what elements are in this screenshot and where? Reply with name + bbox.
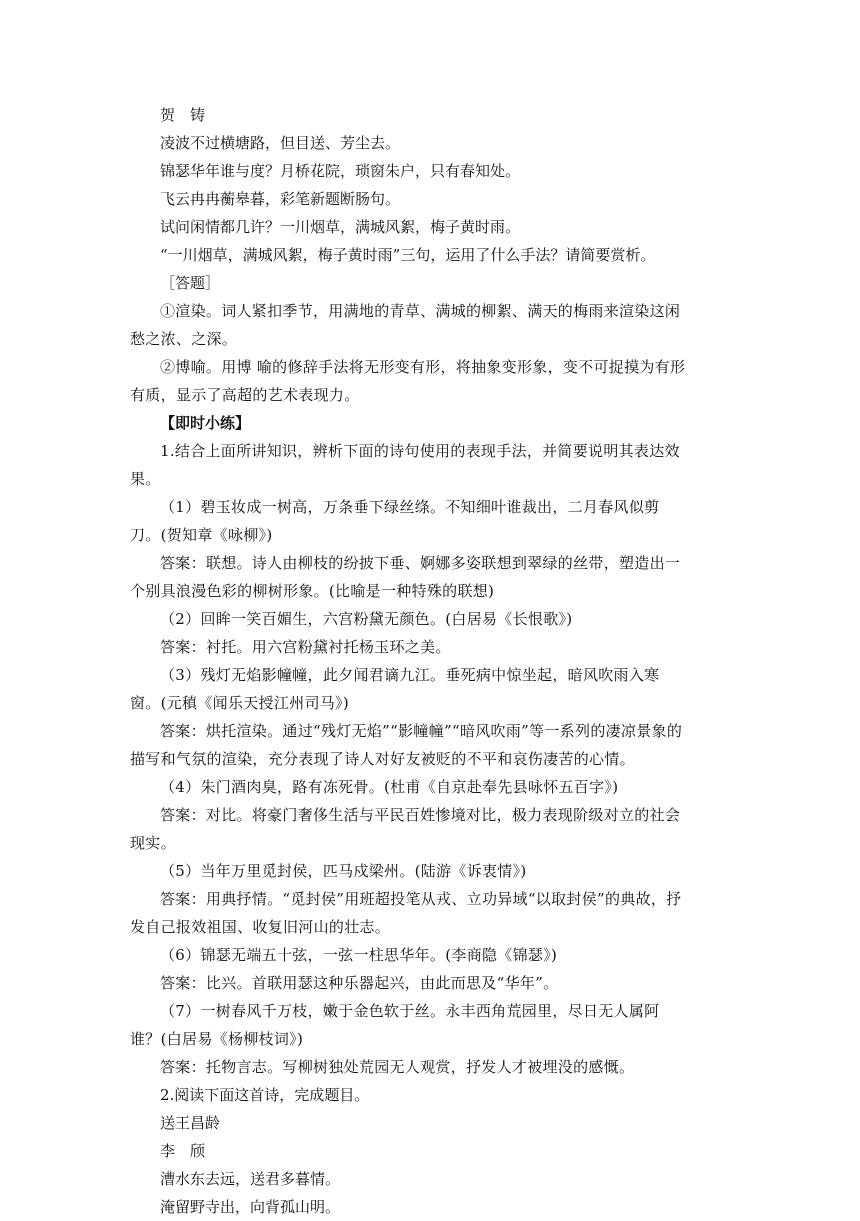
exercise-item: （4）朱门酒肉臭，路有冻死骨。(杜甫《自京赴奉先县咏怀五百字》) — [160, 778, 619, 796]
exercise-instruction: 1.结合上面所讲知识，辨析下面的诗句使用的表现手法，并简要说明其表达效果。 — [130, 442, 680, 488]
poem-title: 送王昌龄 — [160, 1114, 221, 1132]
poem-line: 飞云冉冉蘅皋暮，彩笔新题断肠句。 — [160, 190, 401, 208]
answer-paragraph: ①渲染。词人紧扣季节，用满地的青草、满城的柳絮、满天的梅雨来渲染这闲愁之浓、之深。 — [130, 302, 681, 348]
exercise-item: （5）当年万里觅封侯，匹马戍梁州。(陆游《诉衷情》) — [160, 862, 527, 880]
exercise-answer: 答案：对比。将豪门奢侈生活与平民百姓惨境对比，极力表现阶级对立的社会现实。 — [130, 806, 681, 852]
exercise-answer: 答案：托物言志。写柳树独处荒园无人观赏，抒发人才被埋没的感慨。 — [160, 1058, 635, 1076]
exercise-item: （7）一树春风千万枝，嫩于金色软于丝。永丰西角荒园里，尽日无人属阿谁？(白居易《杨柳枝词》) — [130, 1002, 660, 1048]
exercise-answer: 答案：衬托。用六宫粉黛衬托杨玉环之美。 — [160, 638, 451, 656]
poem-author: 李 颀 — [160, 1142, 206, 1160]
answer-paragraph: ②博喻。用博 喻的修辞手法将无形变有形，将抽象变形象，变不可捉摸为有形有质，显示了高超的艺术表现力。 — [130, 358, 686, 404]
exercise-answer: 答案：联想。诗人由柳枝的纷披下垂、婀娜多姿联想到翠绿的丝带，塑造出一个别具浪漫色彩的柳树形象。(比喻是一种特殊的联想) — [130, 554, 681, 600]
exercise-answer: 答案：比兴。首联用瑟这种乐器起兴，由此而思及“华年”。 — [160, 974, 559, 992]
poem-line: 凌波不过横塘路，但目送、芳尘去。 — [160, 134, 401, 152]
poem-line: 试问闲情都几许？一川烟草，满城风絮，梅子黄时雨。 — [160, 218, 521, 236]
exercise-item: （6）锦瑟无端五十弦，一弦一柱思华年。(李商隐《锦瑟》) — [160, 946, 558, 964]
poem-line: 漕水东去远，送君多暮情。 — [160, 1170, 341, 1188]
exercise-item: （2）回眸一笑百媚生，六宫粉黛无颜色。(白居易《长恨歌》) — [160, 610, 573, 628]
answer-heading: ［答题］ — [160, 274, 221, 292]
exercise-instruction: 2.阅读下面这首诗，完成题目。 — [160, 1086, 370, 1104]
poem-author: 贺 铸 — [160, 106, 206, 124]
poem-line: 淹留野寺出，向背孤山明。 — [160, 1198, 341, 1216]
question: “一川烟草，满城风絮，梅子黄时雨”三句，运用了什么手法？请简要赏析。 — [160, 246, 656, 264]
section-heading: 【即时小练】 — [160, 414, 251, 432]
exercise-item: （3）残灯无焰影幢幢，此夕闻君谪九江。垂死病中惊坐起，暗风吹雨入寒窗。(元稹《闻乐天授江州司马》) — [130, 666, 660, 712]
poem-line: 锦瑟华年谁与度？月桥花院，琐窗朱户，只有春知处。 — [160, 162, 521, 180]
exercise-item: （1）碧玉妆成一树高，万条垂下绿丝绦。不知细叶谁裁出，二月春风似剪刀。(贺知章《咏柳》) — [130, 498, 660, 544]
exercise-answer: 答案：烘托渲染。通过“残灯无焰”“影幢幢”“暗风吹雨”等一系列的凄凉景象的描写和气氛的渲染，充分表现了诗人对好友被贬的不平和哀伤凄苦的心情。 — [130, 722, 683, 768]
exercise-answer: 答案：用典抒情。“觅封侯”用班超投笔从戎、立功异域“以取封侯”的典故，抒发自己报效祖国、收复旧河山的壮志。 — [130, 890, 682, 936]
